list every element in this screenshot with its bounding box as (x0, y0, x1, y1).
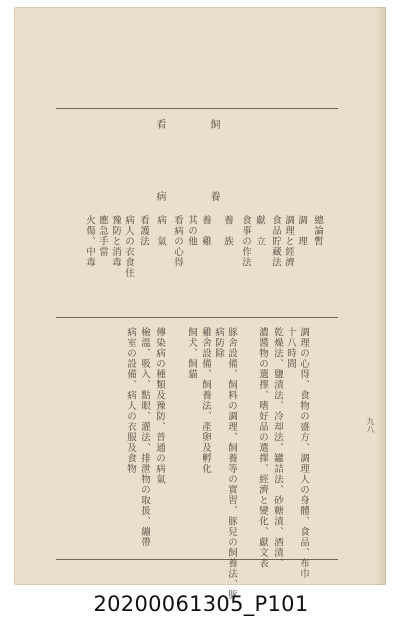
topic-item: 食事の作法 (240, 215, 251, 268)
image-caption: 20200061305_P101 (93, 592, 309, 616)
detail-line: 雞舍設備、飼養法、產卵及孵化 (200, 327, 211, 474)
detail-line: 濃醬物の選擇、嗜好品の選擇、經濟と變化、獻文表 (257, 327, 268, 569)
section-title-feeding: 飼 養 (208, 119, 219, 215)
topic-item: 應急手當 (97, 215, 108, 257)
topic-item: 食品貯藏法 (270, 215, 281, 268)
detail-line: 十八時間 (285, 327, 296, 369)
bottom-rule (56, 559, 338, 560)
detail-line: 調理の心得、食物の盛方、調理人の身體、食品、布巾 (298, 327, 309, 579)
topic-item: 總論暫 (312, 215, 323, 247)
detail-line: 豚舍設備、飼料の調理、飼養等の實習、豚兒の飼養法、豚 (226, 327, 237, 600)
page-number: 九八 (366, 417, 375, 433)
topic-item: 病人の衣食住 (123, 215, 134, 278)
page-edge-shadow (376, 7, 386, 585)
detail-line: 乾燥法、鹽漬法、冷却法、罐詰法、砂糖漬、酒漬、 (272, 327, 283, 569)
topic-item: 其の他 (186, 215, 197, 247)
topic-item: 調理と經濟 (283, 215, 294, 268)
topic-item: 病 氣 (155, 215, 166, 247)
detail-line: 病防除 (213, 327, 224, 359)
detail-line: 檢溫、吸入、點眼、灌法、排泄物の取扱、繃帶 (139, 327, 150, 548)
topic-item: 養 雞 (200, 215, 211, 247)
topic-item: 獻 立 (254, 215, 265, 247)
topic-item: 看病の心得 (172, 215, 183, 268)
detail-line: 病室の設備、病人の衣服及食物 (125, 327, 136, 474)
topic-item: 火傷、中毒 (84, 215, 95, 268)
topic-item: 看護法 (138, 215, 149, 247)
detail-line: 傳染病の種類及豫防、普通の病氣 (154, 327, 165, 485)
document-page (14, 7, 386, 600)
top-rule (56, 108, 338, 109)
topic-item: 調 理 (296, 215, 307, 247)
middle-rule (56, 317, 338, 318)
topic-item: 養 族 (222, 215, 233, 247)
section-title-nursing: 看 病 (154, 119, 165, 215)
detail-line: 飼犬、飼貓 (186, 327, 197, 380)
topic-item: 豫防と消毒 (110, 215, 121, 268)
